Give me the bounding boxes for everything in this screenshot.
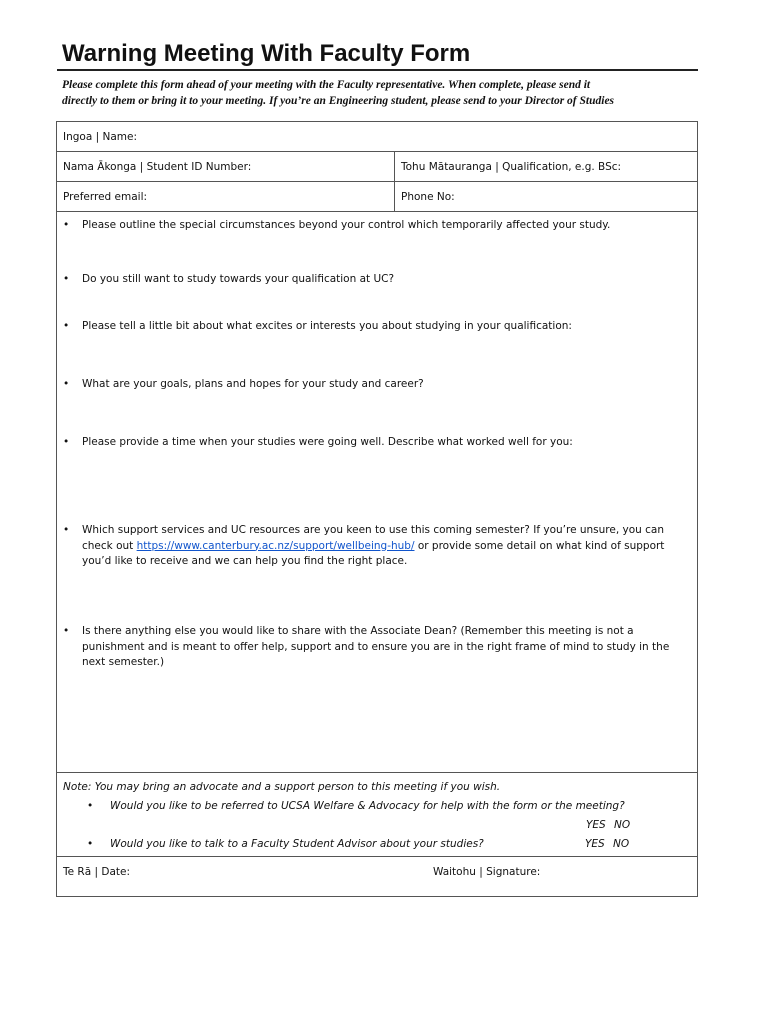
question-text	[82, 523, 673, 570]
title-rule	[57, 69, 698, 71]
bullet-icon: •	[63, 524, 70, 536]
date-label: Te Rā | Date:	[63, 866, 131, 878]
question-text: Please tell a little bit about what excites or interests you about studying in your qualification:	[82, 320, 572, 332]
question-went-well[interactable]	[63, 435, 673, 451]
page-title: Warning Meeting With Faculty Form	[62, 40, 471, 67]
questions-section	[57, 212, 697, 773]
bullet-icon: •	[63, 320, 70, 332]
bullet-icon: •	[87, 838, 94, 850]
ucsa-yes-option[interactable]: YES	[586, 819, 606, 831]
phone-label: Phone No:	[401, 190, 455, 203]
email-label: Preferred email:	[63, 190, 148, 203]
question-text: Please outline the special circumstances beyond your control which temporarily affected your study.	[82, 219, 611, 231]
note-section	[57, 773, 697, 857]
note-text: Note: You may bring an advocate and a support person to this meeting if you wish.	[63, 781, 501, 793]
bullet-icon: •	[63, 378, 70, 390]
qualification-field[interactable]	[394, 152, 697, 181]
contact-row	[57, 182, 697, 212]
intro-line-2: directly to them or bring it to your meeting. If you’re an Engineering student, please send to your Director of Studies	[62, 95, 615, 107]
email-field[interactable]	[57, 182, 394, 211]
support-text-after: or provide some detail on what kind of support you’d like to receive and we can help you find the right place.	[82, 539, 665, 567]
bullet-icon: •	[63, 436, 70, 448]
id-qualification-row	[57, 152, 697, 182]
question-associate-dean[interactable]	[63, 624, 673, 671]
advisor-no-option[interactable]: NO	[613, 838, 630, 850]
student-id-field[interactable]	[57, 152, 394, 181]
question-text: What are your goals, plans and hopes for your study and career?	[82, 378, 424, 390]
advisor-yes-option[interactable]: YES	[585, 838, 605, 850]
support-text-before: Which support services and UC resources are you keen to use this coming semester? If you’re unsure, you can check out	[82, 524, 665, 552]
intro-text	[62, 77, 702, 109]
question-support-services[interactable]	[63, 523, 673, 570]
question-circumstances[interactable]	[63, 218, 673, 234]
ucsa-referral-text: Would you like to be referred to UCSA Welfare & Advocacy for help with the form or the meeting?	[110, 800, 625, 812]
form-table	[56, 121, 698, 897]
wellbeing-hub-link[interactable]: https://www.canterbury.ac.nz/support/wellbeing-hub/	[136, 539, 415, 552]
ucsa-no-option[interactable]: NO	[614, 819, 631, 831]
student-id-label: Nama Ākonga | Student ID Number:	[63, 160, 252, 173]
name-row	[57, 122, 697, 152]
bullet-icon: •	[63, 625, 70, 637]
phone-field[interactable]	[394, 182, 697, 211]
bullet-icon: •	[87, 800, 94, 812]
question-text: Do you still want to study towards your qualification at UC?	[82, 273, 395, 285]
signature-field[interactable]	[427, 857, 697, 896]
bullet-icon: •	[63, 273, 70, 285]
date-field[interactable]	[57, 857, 417, 896]
question-continue-study[interactable]	[63, 272, 673, 288]
advisor-text: Would you like to talk to a Faculty Student Advisor about your studies?	[110, 838, 484, 850]
question-interests[interactable]	[63, 319, 673, 335]
ucsa-referral-question	[87, 800, 625, 812]
question-goals[interactable]	[63, 377, 673, 393]
name-label: Ingoa | Name:	[63, 130, 138, 143]
question-text: Please provide a time when your studies were going well. Describe what worked well for you:	[82, 436, 573, 448]
intro-line-1: Please complete this form ahead of your meeting with the Faculty representative. When complete, please send it	[62, 79, 591, 91]
bullet-icon: •	[63, 219, 70, 231]
question-text: Is there anything else you would like to share with the Associate Dean? (Remember this meeting is not a punishment and is meant to offer help, support and to ensure you are in the right frame of mind to study in the next semester.)	[82, 625, 670, 668]
advisor-question	[87, 838, 484, 850]
name-field[interactable]	[57, 122, 697, 151]
signature-label: Waitohu | Signature:	[433, 866, 541, 878]
qualification-label: Tohu Mātauranga | Qualification, e.g. BSc:	[401, 160, 622, 173]
footer-row	[57, 857, 697, 896]
